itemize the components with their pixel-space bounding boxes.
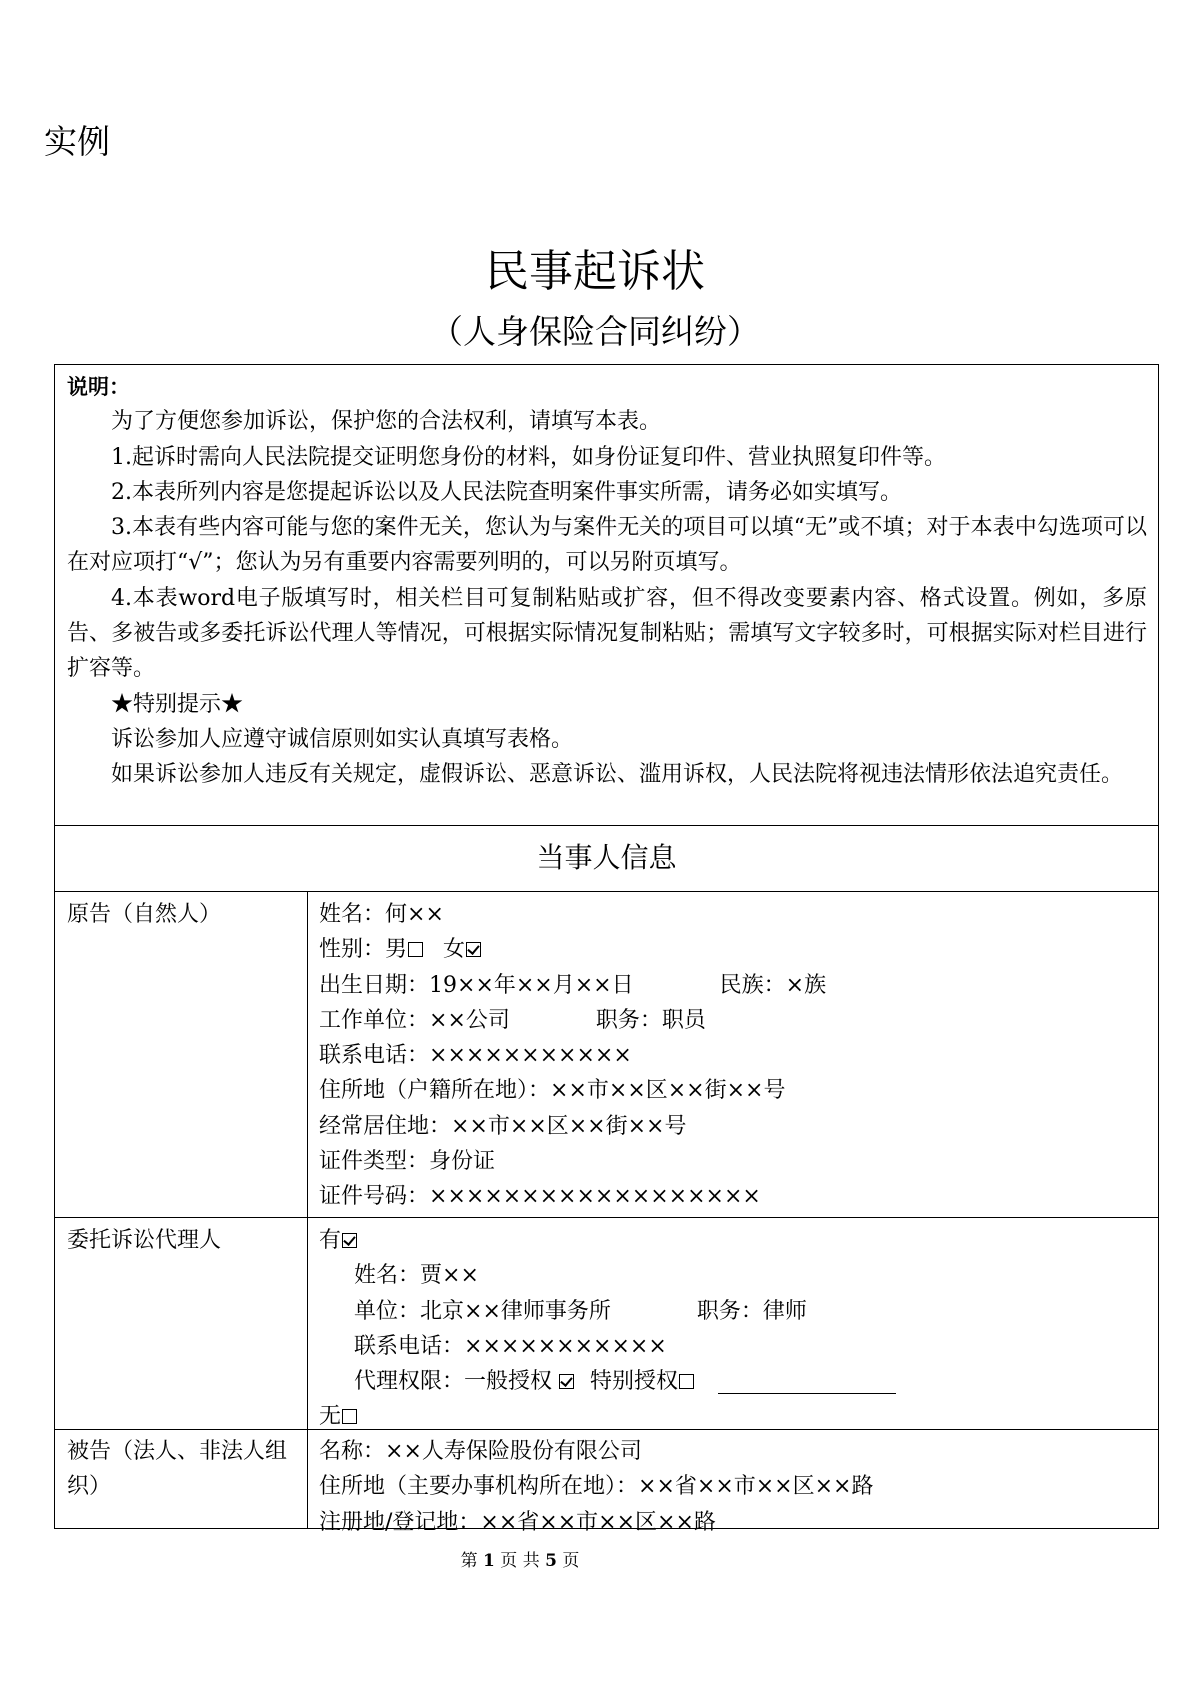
current-page-number: 1: [483, 1551, 495, 1571]
divider: [55, 891, 1158, 892]
field-label: 注册地/登记地：: [319, 1509, 481, 1535]
agent-name[interactable]: 贾××: [420, 1263, 479, 1289]
plaintiff-residence[interactable]: ××市××区××街××号: [451, 1113, 687, 1139]
footer-prefix: 第: [460, 1551, 478, 1571]
instructions-block: [67, 369, 1147, 793]
special-authority-label: 特别授权: [590, 1369, 679, 1395]
field-label: 民族：: [719, 972, 786, 998]
field-label: 工作单位：: [319, 1007, 430, 1033]
plaintiff-details: [319, 897, 1149, 1215]
field-label: 出生日期：: [319, 972, 430, 998]
agent-phone-row: [319, 1329, 1149, 1364]
agent-label: 委托诉讼代理人: [67, 1228, 222, 1253]
plaintiff-domicile-row: [319, 1073, 1149, 1108]
footer-middle: 页 共: [500, 1551, 540, 1571]
agent-authority-row: [319, 1364, 1149, 1399]
document-title: 民事起诉状: [485, 246, 705, 297]
male-checkbox[interactable]: [408, 942, 423, 957]
page-label: 实例: [44, 122, 110, 161]
plaintiff-ethnicity[interactable]: ×族: [785, 972, 827, 998]
instruction-paragraph: 1.起诉时需向人民法院提交证明您身份的材料，如身份证复印件、营业执照复印件等。: [111, 444, 946, 470]
plaintiff-label: 原告（自然人）: [67, 902, 222, 927]
plaintiff-residence-row: [319, 1109, 1149, 1144]
plaintiff-birth-date[interactable]: 19××年××月××日: [429, 972, 634, 998]
plaintiff-gender-row: [319, 932, 1149, 967]
female-checkbox[interactable]: [466, 942, 481, 957]
field-label: 证件类型：: [319, 1149, 430, 1175]
general-authority-checkbox[interactable]: [559, 1374, 574, 1389]
field-label: 证件号码：: [319, 1184, 430, 1210]
plaintiff-name-row: [319, 897, 1149, 932]
plaintiff-id-number-row: [319, 1179, 1149, 1214]
instruction-paragraph: 为了方便您参加诉讼，保护您的合法权利，请填写本表。: [111, 409, 662, 435]
plaintiff-position[interactable]: 职员: [661, 1007, 706, 1033]
plaintiff-employer[interactable]: ××公司: [429, 1007, 510, 1033]
agent-has-row: [319, 1223, 1149, 1258]
agent-unit-row: [319, 1294, 1149, 1329]
instruction-paragraph: 诉讼参加人应遵守诚信原则如实认真填写表格。: [111, 726, 574, 752]
field-label: 姓名：: [354, 1263, 421, 1289]
special-authority-checkbox[interactable]: [679, 1374, 694, 1389]
plaintiff-phone-row: [319, 1038, 1149, 1073]
field-label: 经常居住地：: [319, 1113, 452, 1139]
plaintiff-id-type[interactable]: 身份证: [429, 1149, 496, 1175]
agent-name-row: [319, 1258, 1149, 1293]
no-agent-checkbox[interactable]: [342, 1409, 357, 1424]
defendant-registration-row: [319, 1505, 1149, 1540]
defendant-registration[interactable]: ××省××市××区××路: [480, 1509, 716, 1535]
field-label: 职务：: [696, 1298, 763, 1324]
footer-suffix: 页: [562, 1551, 580, 1571]
complaint-form: [54, 364, 1159, 1535]
field-label: 联系电话：: [319, 1043, 430, 1069]
plaintiff-domicile[interactable]: ××市××区××街××号: [550, 1078, 786, 1104]
field-label: 单位：: [354, 1298, 421, 1324]
defendant-details: [319, 1434, 1149, 1540]
plaintiff-id-number[interactable]: ××××××××××××××××××: [429, 1184, 761, 1210]
field-label: 职务：: [595, 1007, 662, 1033]
field-label: 住所地（户籍所在地）：: [319, 1078, 551, 1104]
agent-none-row: [319, 1399, 1149, 1434]
agent-unit[interactable]: 北京××律师事务所: [420, 1298, 611, 1324]
instruction-paragraph: 2.本表所列内容是您提起诉讼以及人民法院查明案件事实所需，请务必如实填写。: [111, 479, 902, 505]
has-agent-checkbox[interactable]: [342, 1233, 357, 1248]
field-label: 联系电话：: [354, 1333, 465, 1359]
general-authority-label: 一般授权: [464, 1369, 553, 1395]
agent-position[interactable]: 律师: [762, 1298, 807, 1324]
instruction-paragraph: 4.本表word电子版填写时，相关栏目可复制粘贴或扩容，但不得改变要素内容、格式设置。例如，多原告、多被告或多委托诉讼代理人等情况，可根据实际情况复制粘贴；需填写文字较多时，可根据实际对栏目进行扩容等。: [67, 585, 1147, 682]
defendant-label: 被告（法人、非法人组织）: [67, 1439, 288, 1499]
special-authority-blank-line[interactable]: [718, 1367, 896, 1394]
field-label: 代理权限：: [354, 1369, 465, 1395]
divider: [55, 1217, 1158, 1218]
female-label: 女: [443, 937, 466, 963]
instructions-heading: 说明：: [67, 374, 130, 399]
has-agent-label: 有: [319, 1228, 342, 1253]
defendant-domicile[interactable]: ××省××市××区××路: [638, 1474, 874, 1500]
field-label: 住所地（主要办事机构所在地）：: [319, 1474, 639, 1500]
plaintiff-name[interactable]: 何××: [385, 902, 444, 927]
male-label: 男: [385, 937, 408, 963]
field-label: 姓名：: [319, 902, 386, 927]
agent-phone[interactable]: ×××××××××××: [464, 1333, 667, 1359]
plaintiff-id-type-row: [319, 1144, 1149, 1179]
total-page-count: 5: [545, 1551, 557, 1571]
section-title: 当事人信息: [536, 841, 677, 874]
plaintiff-employer-row: [319, 1003, 1149, 1038]
instruction-paragraph: 3.本表有些内容可能与您的案件无关，您认为与案件无关的项目可以填“无”或不填；对于本表中勾选项可以在对应项打“√”；您认为另有重要内容需要列明的，可以另附页填写。: [67, 515, 1147, 576]
field-label: 名称：: [319, 1439, 386, 1464]
defendant-name-row: [319, 1434, 1149, 1469]
page-footer: [0, 1549, 1040, 1573]
column-divider: [307, 891, 308, 1529]
instruction-paragraph: 如果诉讼参加人违反有关规定，虚假诉讼、恶意诉讼、滥用诉权，人民法院将视违法情形依法追究责任。: [111, 762, 1124, 788]
plaintiff-phone[interactable]: ×××××××××××: [429, 1043, 632, 1069]
field-label: 性别：: [319, 937, 386, 963]
no-agent-label: 无: [319, 1404, 342, 1430]
document-subtitle: （人身保险合同纠纷）: [430, 312, 760, 351]
defendant-domicile-row: [319, 1469, 1149, 1504]
special-notice-heading: ★特别提示★: [111, 691, 244, 717]
plaintiff-birth-row: [319, 968, 1149, 1003]
defendant-name[interactable]: ××人寿保险股份有限公司: [385, 1439, 642, 1464]
agent-details: [319, 1223, 1149, 1435]
